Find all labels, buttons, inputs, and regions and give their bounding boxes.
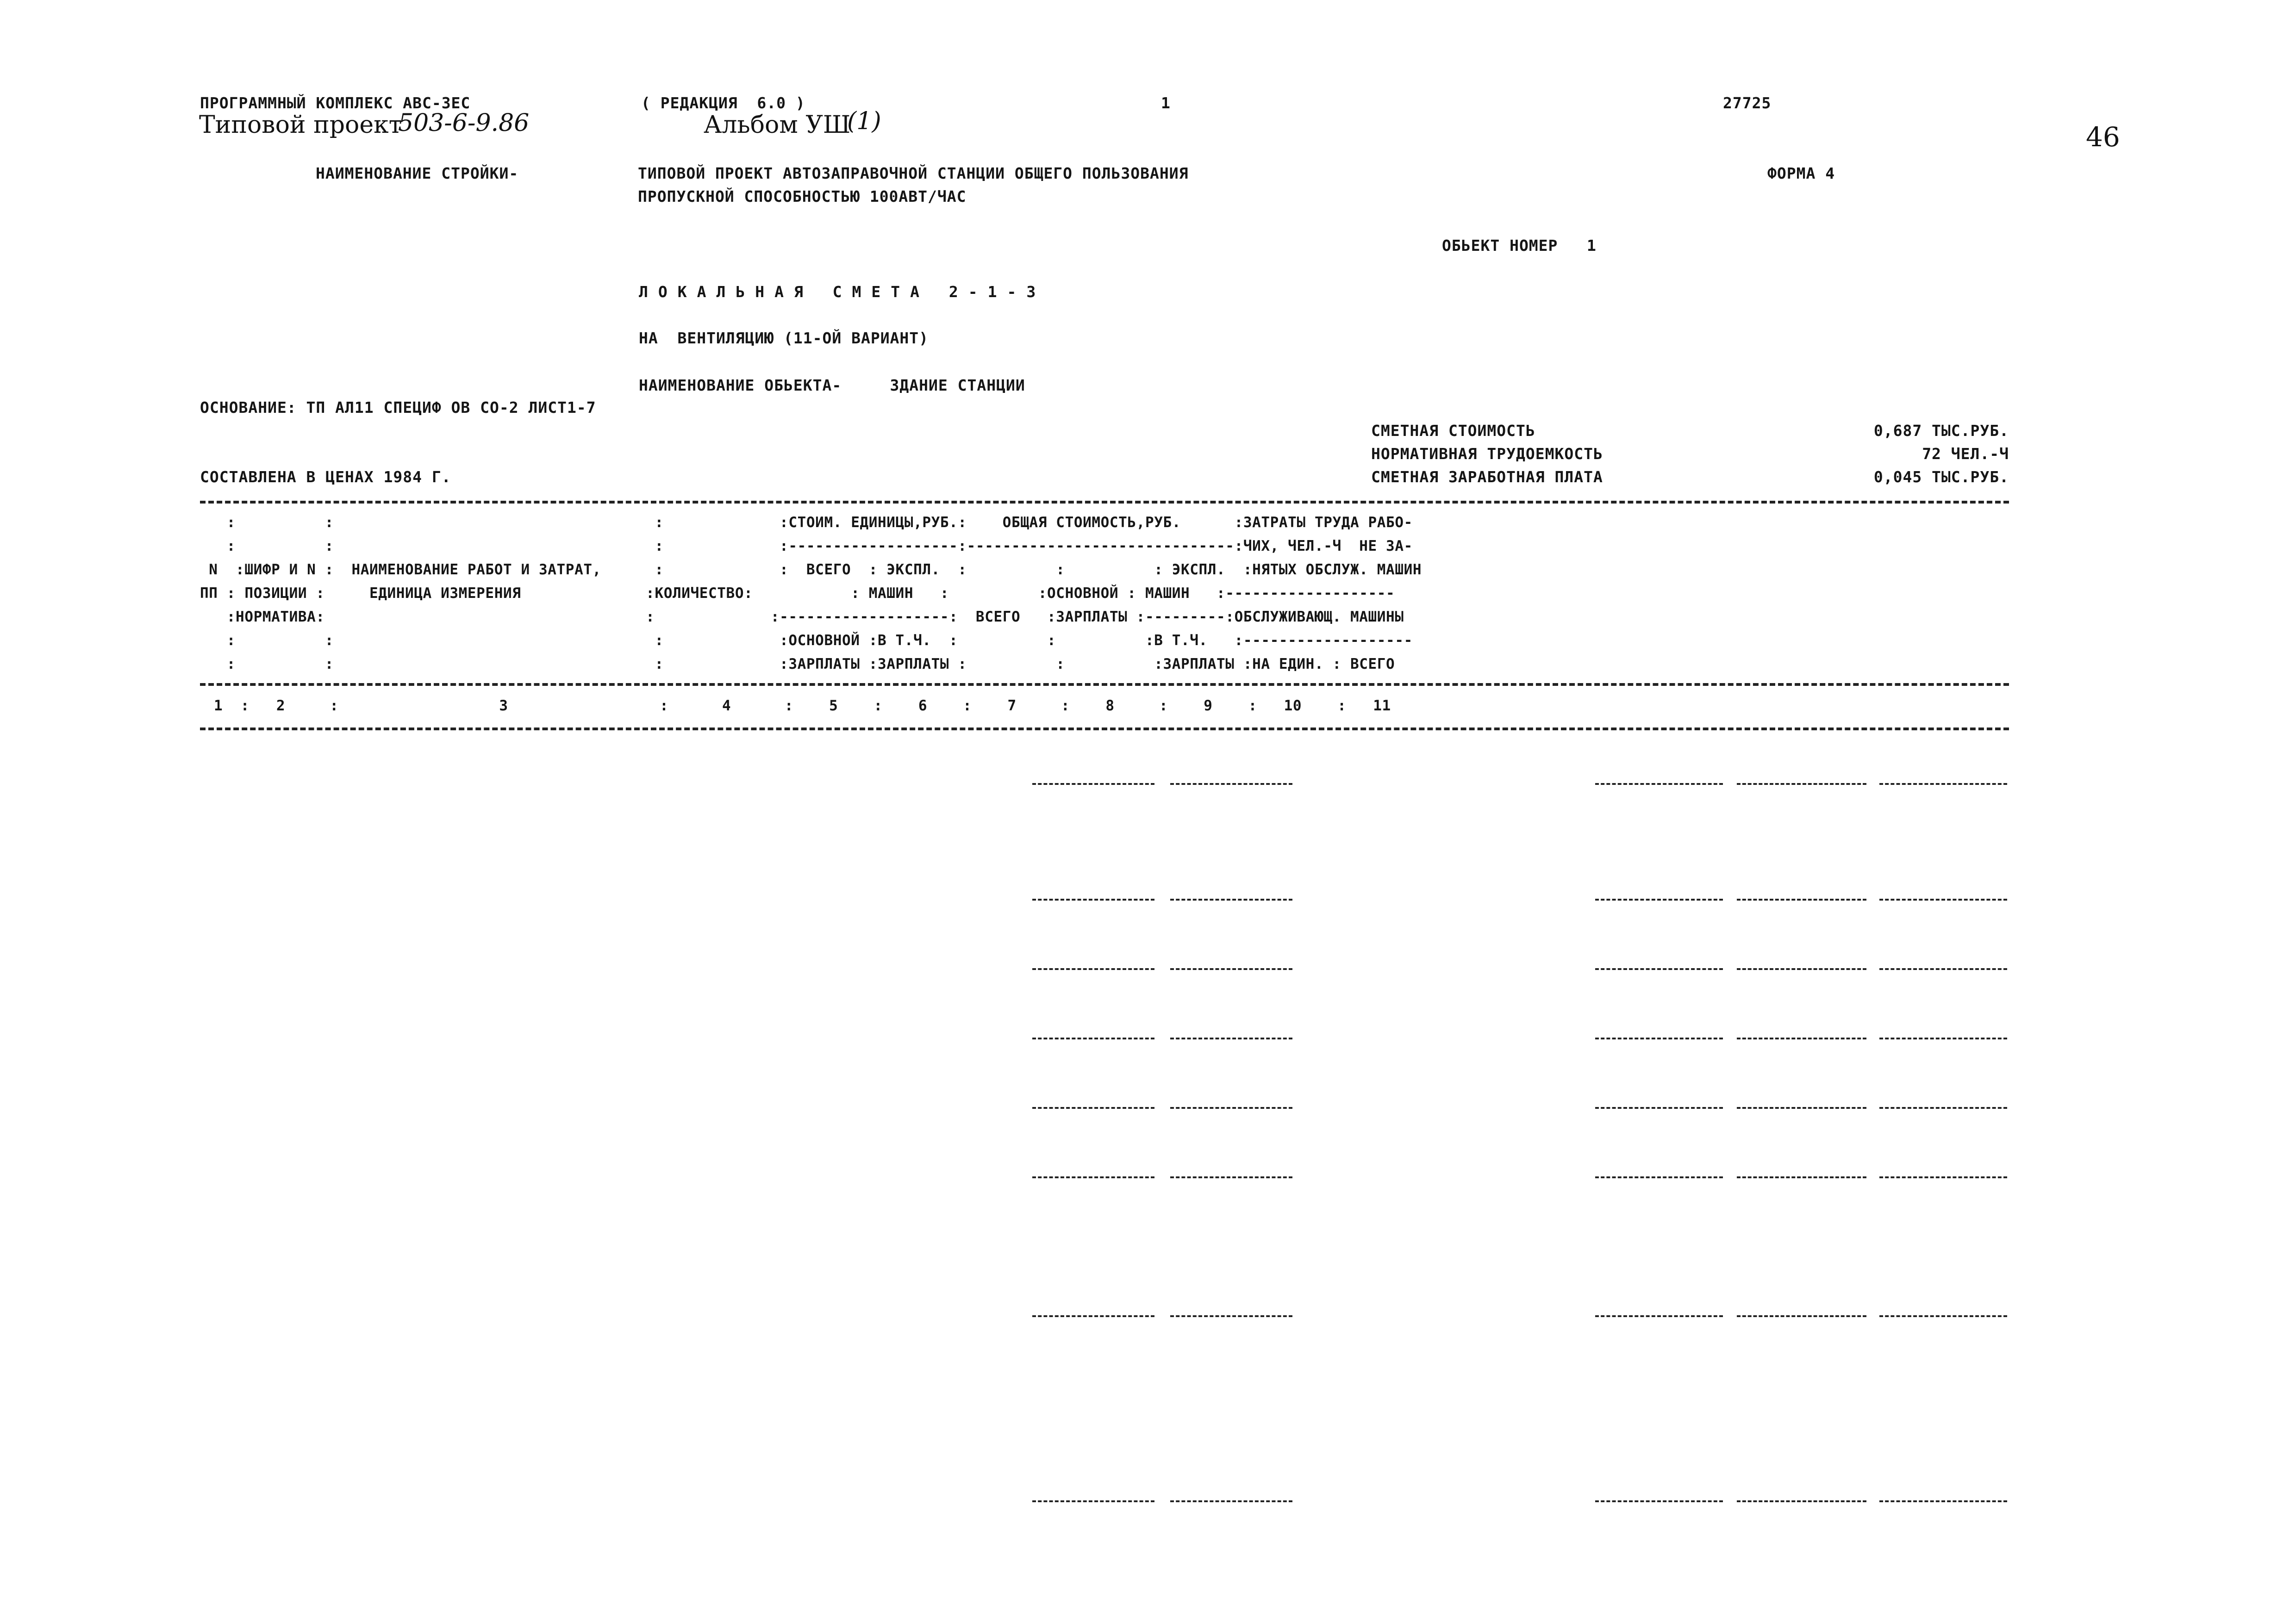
document-code: 27725 — [1723, 94, 1772, 112]
row-separator — [1595, 1107, 1723, 1109]
row-separator — [1170, 1500, 1292, 1502]
row-separator — [1595, 1038, 1723, 1039]
album-label: Альбом УШ — [704, 111, 851, 139]
row-separator — [1170, 968, 1292, 970]
row-separator — [1737, 1107, 1866, 1109]
row-separator — [1595, 783, 1723, 785]
row-separator — [1737, 783, 1866, 785]
basis: ОСНОВАНИЕ: ТП АЛ11 СПЕЦИФ ОВ СО-2 ЛИСТ1-7 — [200, 398, 596, 417]
header-line: :НОРМАТИВА: : :-------------------: ВСЕГО :ЗАРПЛАТЫ :---------:ОБСЛУЖИВАЮЩ. МАШИНЫ — [200, 609, 1404, 625]
construction-line-1: ТИПОВОЙ ПРОЕКТ АВТОЗАПРАВОЧНОЙ СТАНЦИИ ОБЩЕГО ПОЛЬЗОВАНИЯ — [638, 164, 1189, 182]
row-separator — [1879, 1107, 2007, 1109]
table-header — [200, 511, 1422, 676]
estimate-subtitle: НА ВЕНТИЛЯЦИЮ (11-ОЙ ВАРИАНТ) — [639, 329, 929, 347]
wage-label: СМЕТНАЯ ЗАРАБОТНАЯ ПЛАТА — [1371, 468, 1603, 486]
row-separator — [1595, 1315, 1723, 1317]
header-rule — [200, 683, 2009, 686]
row-separator — [1170, 899, 1292, 901]
page-number: 1 — [1161, 94, 1171, 112]
row-separator — [1737, 1176, 1866, 1178]
row-separator — [1737, 968, 1866, 970]
prices-basis: СОСТАВЛЕНА В ЦЕНАХ 1984 Г. — [200, 468, 451, 486]
row-separator — [1879, 1038, 2007, 1039]
row-separator — [1879, 1315, 2007, 1317]
header-line: : : : :-------------------:------------------------------:ЧИХ, ЧЕЛ.-Ч НЕ ЗА- — [200, 538, 1413, 554]
form-number: ФОРМА 4 — [1767, 164, 1835, 182]
header-line: ПП : ПОЗИЦИИ : ЕДИНИЦА ИЗМЕРЕНИЯ :КОЛИЧЕСТВО: : МАШИН : :ОСНОВНОЙ : МАШИН :------------------- — [200, 585, 1395, 602]
row-separator — [1879, 968, 2007, 970]
row-separator — [1595, 899, 1723, 901]
row-separator — [1032, 1315, 1154, 1317]
cost-value: 0,687 ТЫС.РУБ. — [1873, 422, 2009, 440]
row-separator — [1170, 1107, 1292, 1109]
row-separator — [1737, 1500, 1866, 1502]
row-separator — [1879, 783, 2007, 785]
header-line: : : : :СТОИМ. ЕДИНИЦЫ,РУБ.: ОБЩАЯ СТОИМОСТЬ,РУБ. :ЗАТРАТЫ ТРУДА РАБО- — [200, 514, 1413, 531]
cost-label: СМЕТНАЯ СТОИМОСТЬ — [1371, 422, 1535, 440]
edition: ( РЕДАКЦИЯ 6.0 ) — [641, 94, 805, 112]
object-name: НАИМЕНОВАНИЕ ОБЬЕКТА- ЗДАНИЕ СТАНЦИИ — [639, 376, 1025, 394]
row-separator — [1032, 968, 1154, 970]
row-separator — [1879, 899, 2007, 901]
row-separator — [1737, 899, 1866, 901]
header-line: : : : :ЗАРПЛАТЫ :ЗАРПЛАТЫ : : :ЗАРПЛАТЫ :НА ЕДИН. : ВСЕГО — [200, 656, 1395, 672]
object-number: ОБЬЕКТ НОМЕР 1 — [1442, 236, 1597, 255]
header-line: : : : :ОСНОВНОЙ :В Т.Ч. : : :В Т.Ч. :------------------- — [200, 632, 1413, 649]
wage-value: 0,045 ТЫС.РУБ. — [1873, 468, 2009, 486]
row-separator — [1032, 899, 1154, 901]
row-separator — [1879, 1176, 2007, 1178]
row-separator — [1032, 1038, 1154, 1039]
construction-label: НАИМЕНОВАНИЕ СТРОЙКИ- — [316, 164, 519, 182]
header-line: N :ШИФР И N : НАИМЕНОВАНИЕ РАБОТ И ЗАТРАТ, : : ВСЕГО : ЭКСПЛ. : : : ЭКСПЛ. :НЯТЫХ ОБСЛУЖ. МАШИН — [200, 561, 1422, 578]
album-number: (1) — [847, 107, 881, 135]
table-top-rule — [200, 501, 2009, 504]
sheet-number: 46 — [2086, 121, 2120, 153]
labor-label: НОРМАТИВНАЯ ТРУДОЕМКОСТЬ — [1371, 445, 1603, 463]
column-numbers: 1 : 2 : 3 : 4 : 5 : 6 : 7 : 8 : 9 : 10 : 11 — [214, 697, 1391, 714]
construction-line-2: ПРОПУСКНОЙ СПОСОБНОСТЬЮ 100АВТ/ЧАС — [638, 187, 967, 205]
row-separator — [1032, 1500, 1154, 1502]
row-separator — [1737, 1315, 1866, 1317]
row-separator — [1595, 1176, 1723, 1178]
program-name: ПРОГРАММНЫЙ КОМПЛЕКС АВС-ЗЕС — [200, 94, 471, 112]
labor-value: 72 ЧЕЛ.-Ч — [1922, 445, 2009, 463]
project-label: Типовой проект — [199, 111, 402, 139]
row-separator — [1595, 1500, 1723, 1502]
row-separator — [1170, 1038, 1292, 1039]
estimate-title: ЛОКАЛЬНАЯ СМЕТА 2-1-3 — [639, 283, 1046, 301]
row-separator — [1032, 1176, 1154, 1178]
row-separator — [1170, 1315, 1292, 1317]
row-separator — [1170, 1176, 1292, 1178]
row-separator — [1032, 783, 1154, 785]
row-separator — [1879, 1500, 2007, 1502]
row-separator — [1170, 783, 1292, 785]
row-separator — [1595, 968, 1723, 970]
project-number: 503-6-9.86 — [398, 109, 530, 137]
row-separator — [1737, 1038, 1866, 1039]
row-separator — [1032, 1107, 1154, 1109]
column-numbers-rule — [200, 728, 2009, 730]
